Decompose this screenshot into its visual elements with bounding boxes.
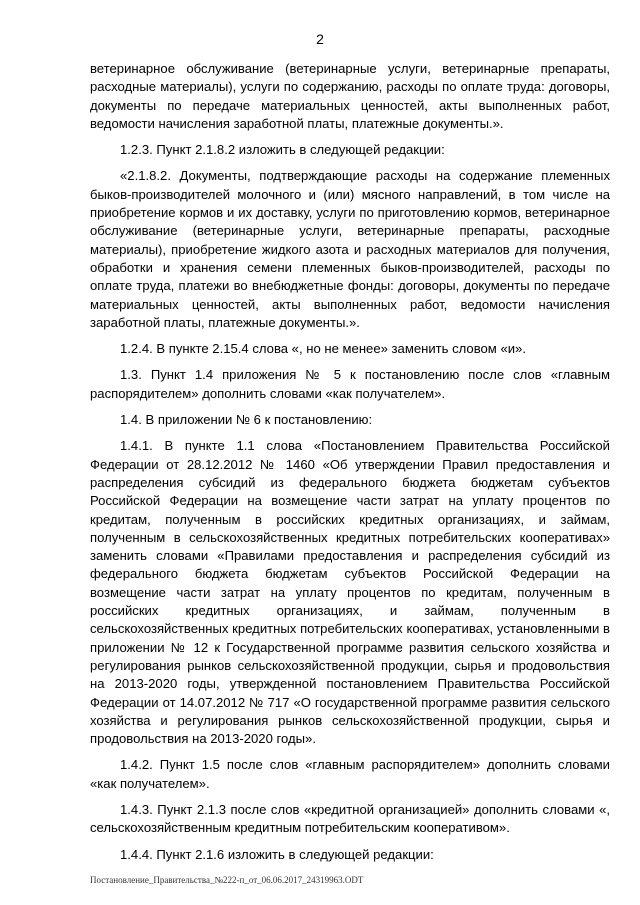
paragraph-1-4: 1.4. В приложении № 6 к постановлению: xyxy=(120,412,373,428)
document-body xyxy=(90,60,610,872)
paragraph-1-4-2: 1.4.2. Пункт 1.5 после слов «главным распорядителем» дополнить словами «как получателем». xyxy=(90,757,610,791)
paragraph-1-4-3: 1.4.3. Пункт 2.1.3 после слов «кредитной организацией» дополнить словами «, сельскохозяйственным кредитным потребительским кооперативом». xyxy=(90,801,610,836)
paragraph-2-1-8-2: «2.1.8.2. Документы, подтверждающие расходы на содержание племенных быков-производителей молочного и (или) мясного направлений, в том числе на приобретение кормов и их доставку, услуги по приготовлению кормов, ветеринарное обслуживание (ветеринарные услуги, ветеринарные препараты, расходные материалы), приобретение жидкого азота и расходных материалов для получения, обработки и хранения семени племенных быков-производителей, расходы по оплате труда, платежи во внебюджетные фонды: договоры, документы по передаче материальных ценностей, акты выполненных работ, ведомости начисления заработной платы, платежные документы.». xyxy=(90,168,610,330)
paragraph-1-4-4: 1.4.4. Пункт 2.1.6 изложить в следующей редакции: xyxy=(120,846,434,862)
paragraph-1-2-3: 1.2.3. Пункт 2.1.8.2 изложить в следующей редакции: xyxy=(120,142,445,158)
paragraph-1-4-1: 1.4.1. В пункте 1.1 слова «Постановлением Правительства Российской Федерации от 28.12.2012 № 1460 «Об утверждении Правил предоставления и распределения субсидий из федерального бюджета бюджетам субъектов Российской Федерации на возмещение части затрат на уплату процентов по кредитам, полученным в российских кредитных организациях, и займам, полученным в сельскохозяйственных кредитных потребительских кооперативах» заменить словами «Правилами предоставления и распределения субсидий из федерального бюджета бюджетам субъектов Российской Федерации на возмещение части затрат на уплату процентов по кредитам, полученным в российских кредитных организациях, и займам, полученным в сельскохозяйственных кредитных потребительских кооперативах, установленными в приложении № 12 к Государственной программе развития сельского хозяйства и регулирования рынков сельскохозяйственной продукции, сырья и продовольствия на 2013-2020 годы, утвержденной постановлением Правительства Российской Федерации от 14.07.2012 № 717 «О государственной программе развития сельского хозяйства и регулирования рынков сельскохозяйственной продукции, сырья и продовольствия на 2013-2020 годы». xyxy=(90,438,610,747)
paragraph-continuation: ветеринарное обслуживание (ветеринарные услуги, ветеринарные препараты, расходные материалы), услуги по содержанию, расходы по оплате труда: договоры, документы по передаче материальных ценностей, акты выполненных работ, ведомости начисления заработной платы, платежные документы.». xyxy=(90,61,610,131)
page-number: 2 xyxy=(316,31,324,47)
paragraph-1-2-4: 1.2.4. В пункте 2.15.4 слова «, но не менее» заменить словом «и». xyxy=(120,341,526,357)
paragraph-1-3: 1.3. Пункт 1.4 приложения № 5 к постановлению после слов «главным распорядителем» дополнить словами «как получателем». xyxy=(90,367,610,401)
document-footer: Постановление_Правительства_№222-п_от_06.06.2017_24319963.ODT xyxy=(90,875,364,885)
